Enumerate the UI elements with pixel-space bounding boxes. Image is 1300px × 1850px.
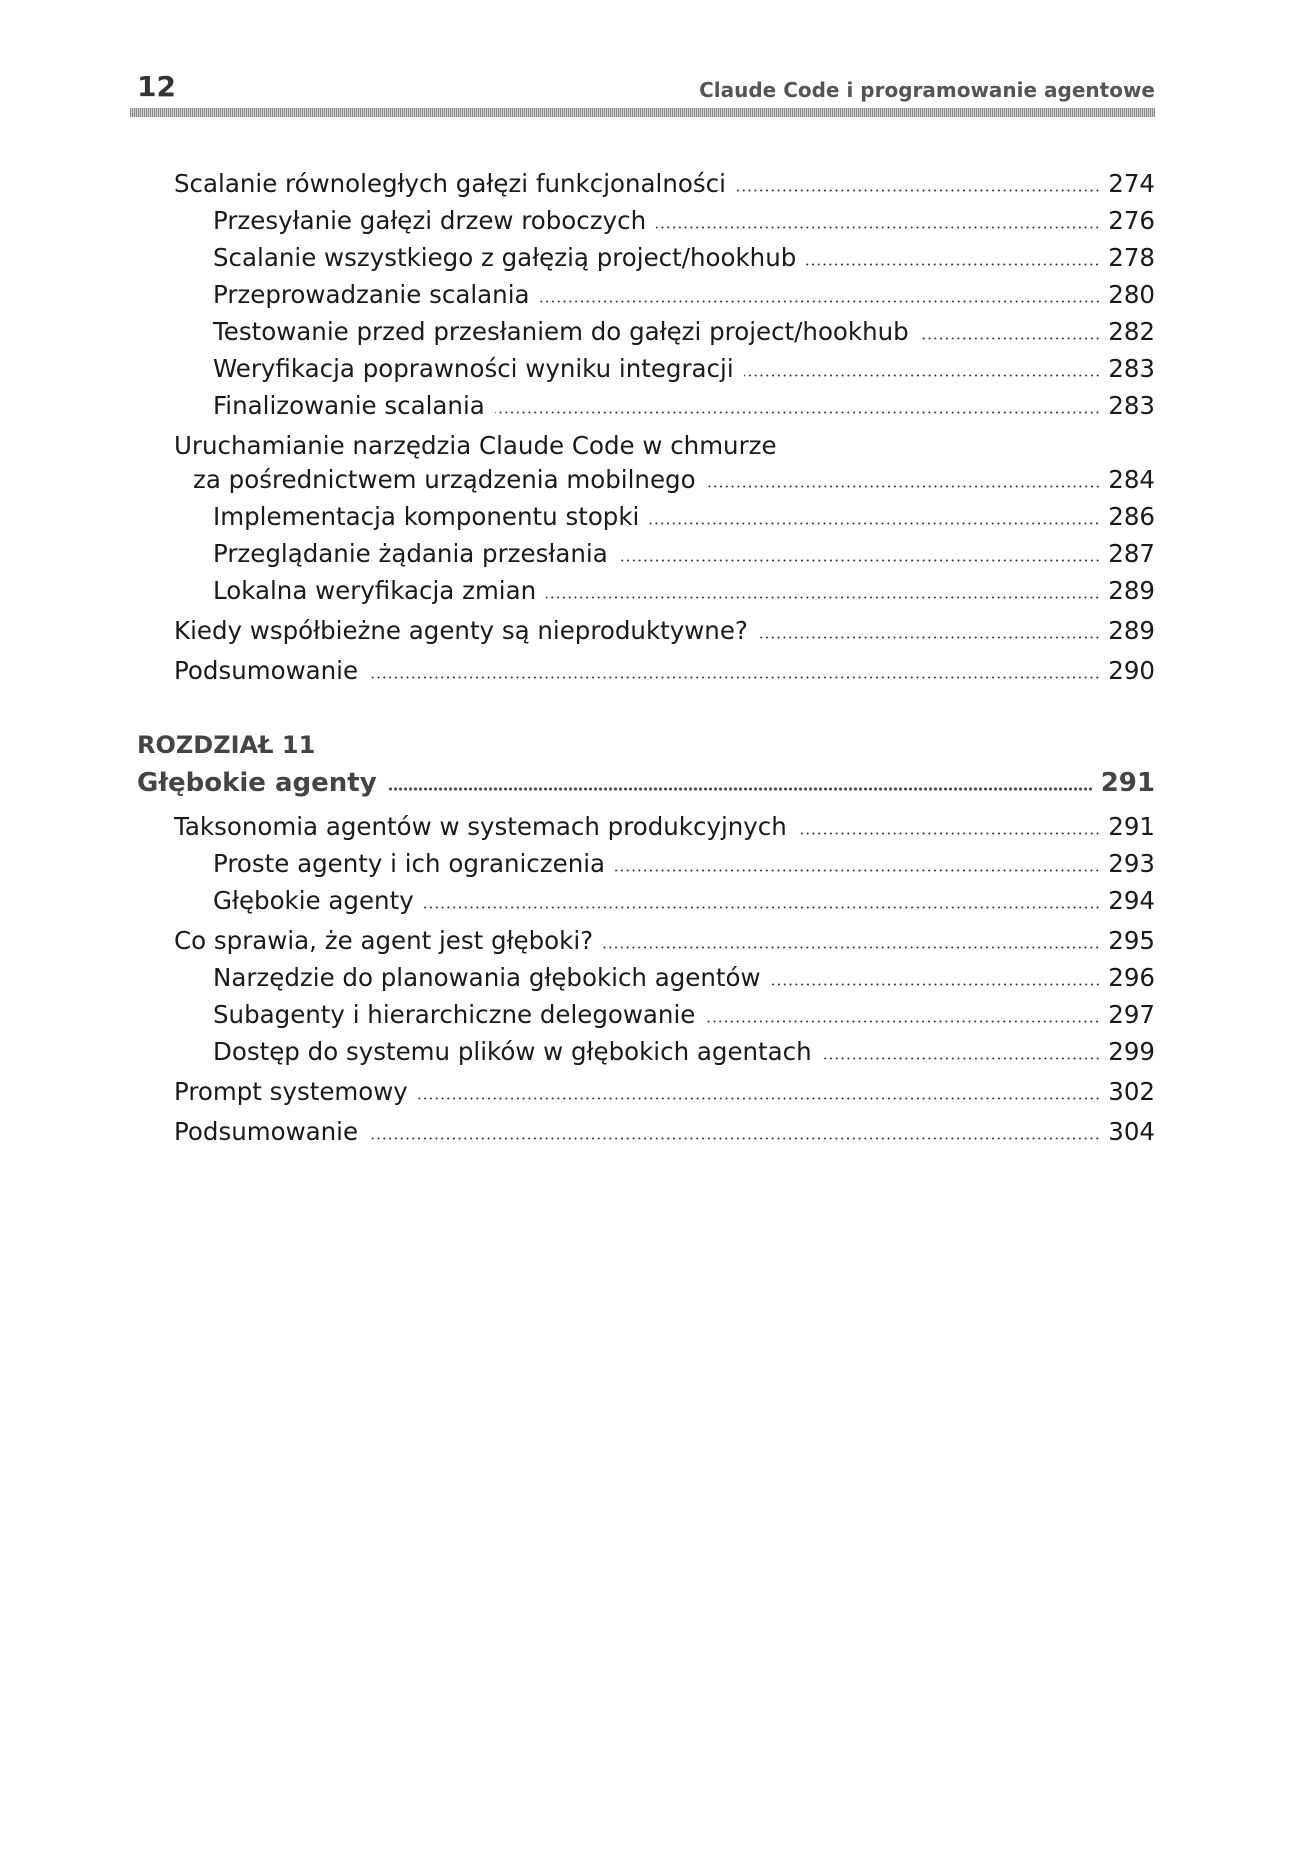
- toc-entry-title: Przeprowadzanie scalania: [213, 280, 530, 309]
- toc-entry-page: 299: [1108, 1037, 1155, 1066]
- toc-entry-title: Podsumowanie: [174, 1117, 359, 1146]
- toc-entry-page: 290: [1108, 656, 1155, 685]
- toc-entry-title: za pośrednictwem urządzenia mobilnego: [193, 465, 696, 494]
- dot-leader: [822, 1057, 1101, 1060]
- chapter-label: ROZDZIAŁ 11: [137, 731, 316, 759]
- toc-subentry[interactable]: [213, 279, 1155, 311]
- dot-leader: [418, 1097, 1100, 1100]
- toc-entry-page: 304: [1108, 1117, 1155, 1146]
- toc-entry-title: Finalizowanie scalania: [213, 391, 485, 420]
- toc-entry-page: 274: [1108, 169, 1155, 198]
- toc-entry-title: Podsumowanie: [174, 656, 359, 685]
- toc-entry-page: 289: [1108, 616, 1155, 645]
- toc-entry[interactable]: [174, 811, 1155, 843]
- toc-subentry[interactable]: [213, 501, 1155, 533]
- dot-leader: [368, 1137, 1100, 1140]
- chapter-title: Głębokie agenty: [137, 768, 377, 798]
- header-rule: [130, 108, 1155, 117]
- toc-subentry[interactable]: [213, 316, 1155, 348]
- toc-entry-page: 286: [1108, 502, 1155, 531]
- toc-subentry[interactable]: [213, 1036, 1155, 1068]
- toc-subentry[interactable]: [213, 353, 1155, 385]
- toc-entry-page: 283: [1108, 391, 1155, 420]
- toc-entry-title: Implementacja komponentu stopki: [213, 502, 640, 531]
- chapter-page: 291: [1100, 768, 1155, 798]
- dot-leader: [919, 337, 1101, 340]
- dot-leader: [771, 983, 1101, 986]
- toc-entry[interactable]: [174, 655, 1155, 687]
- toc-entry-page: 293: [1108, 849, 1155, 878]
- toc-entry-page: 296: [1108, 963, 1155, 992]
- dot-leader: [424, 906, 1101, 909]
- toc-entry[interactable]: [193, 464, 1155, 496]
- toc-entry-title: Scalanie równoległych gałęzi funkcjonalności: [174, 169, 726, 198]
- toc-entry[interactable]: [174, 1076, 1155, 1108]
- toc-entry-page: 282: [1108, 317, 1155, 346]
- toc-subentry[interactable]: [213, 575, 1155, 607]
- toc-subentry[interactable]: [213, 885, 1155, 917]
- toc-entry-page: 276: [1108, 206, 1155, 235]
- dot-leader: [797, 832, 1100, 835]
- dot-leader: [705, 1020, 1100, 1023]
- toc-subentry[interactable]: [213, 390, 1155, 422]
- dot-leader: [368, 676, 1100, 679]
- dot-leader: [495, 411, 1100, 414]
- chapter-entry[interactable]: [137, 766, 1155, 800]
- toc-subentry[interactable]: [213, 242, 1155, 274]
- toc-entry-title: Weryfikacja poprawności wyniku integracji: [213, 354, 734, 383]
- toc-entry-title: Kiedy współbieżne agenty są nieproduktywne?: [174, 616, 748, 645]
- dot-leader: [603, 946, 1100, 949]
- dot-leader: [806, 263, 1100, 266]
- dot-leader: [706, 485, 1101, 488]
- dot-leader: [656, 226, 1100, 229]
- toc-entry-title: Proste agenty i ich ograniczenia: [213, 849, 606, 878]
- toc-entry-page: 283: [1108, 354, 1155, 383]
- toc-entry-page: 291: [1108, 812, 1155, 841]
- toc-entry-page: 302: [1108, 1077, 1155, 1106]
- toc-entry-title: Przeglądanie żądania przesłania: [213, 539, 608, 568]
- toc-entry-page: 295: [1108, 926, 1155, 955]
- toc-entry[interactable]: [174, 615, 1155, 647]
- dot-leader: [389, 787, 1093, 791]
- toc-entry-title: Testowanie przed przesłaniem do gałęzi project/hookhub: [213, 317, 909, 346]
- toc-entry-page: 289: [1108, 576, 1155, 605]
- dot-leader: [736, 189, 1100, 192]
- running-title: Claude Code i programowanie agentowe: [699, 78, 1155, 102]
- toc-entry[interactable]: [174, 168, 1155, 200]
- toc-entry-page: 294: [1108, 886, 1155, 915]
- toc-entry-title: Głębokie agenty: [213, 886, 414, 915]
- dot-leader: [744, 374, 1101, 377]
- dot-leader: [546, 596, 1100, 599]
- toc-entry-title: Taksonomia agentów w systemach produkcyjnych: [174, 812, 787, 841]
- toc-entry-first-line[interactable]: Uruchamianie narzędzia Claude Code w chmurze: [174, 431, 777, 460]
- toc-entry[interactable]: [174, 1116, 1155, 1148]
- toc-entry-page: 284: [1108, 465, 1155, 494]
- toc-subentry[interactable]: [213, 848, 1155, 880]
- toc-entry[interactable]: [174, 925, 1155, 957]
- toc-subentry[interactable]: [213, 205, 1155, 237]
- toc-entry-page: 287: [1108, 539, 1155, 568]
- toc-entry-title: Prompt systemowy: [174, 1077, 408, 1106]
- dot-leader: [618, 559, 1101, 562]
- page-number: 12: [137, 70, 176, 103]
- dot-leader: [540, 300, 1101, 303]
- dot-leader: [649, 522, 1100, 525]
- toc-entry-title: Narzędzie do planowania głębokich agentów: [213, 963, 761, 992]
- dot-leader: [615, 869, 1100, 872]
- toc-entry-title: Co sprawia, że agent jest głęboki?: [174, 926, 594, 955]
- toc-entry-page: 278: [1108, 243, 1155, 272]
- toc-entry-page: 297: [1108, 1000, 1155, 1029]
- toc-subentry[interactable]: [213, 962, 1155, 994]
- running-header: [137, 70, 1155, 106]
- toc-subentry[interactable]: [213, 999, 1155, 1031]
- toc-entry-title: Dostęp do systemu plików w głębokich agentach: [213, 1037, 812, 1066]
- toc-entry-title: Przesyłanie gałęzi drzew roboczych: [213, 206, 647, 235]
- toc-entry-title: Subagenty i hierarchiczne delegowanie: [213, 1000, 696, 1029]
- toc-subentry[interactable]: [213, 538, 1155, 570]
- toc-entry-title: Scalanie wszystkiego z gałęzią project/hookhub: [213, 243, 797, 272]
- toc-entry-page: 280: [1108, 280, 1155, 309]
- toc-entry-title: Lokalna weryfikacja zmian: [213, 576, 537, 605]
- dot-leader: [758, 636, 1100, 639]
